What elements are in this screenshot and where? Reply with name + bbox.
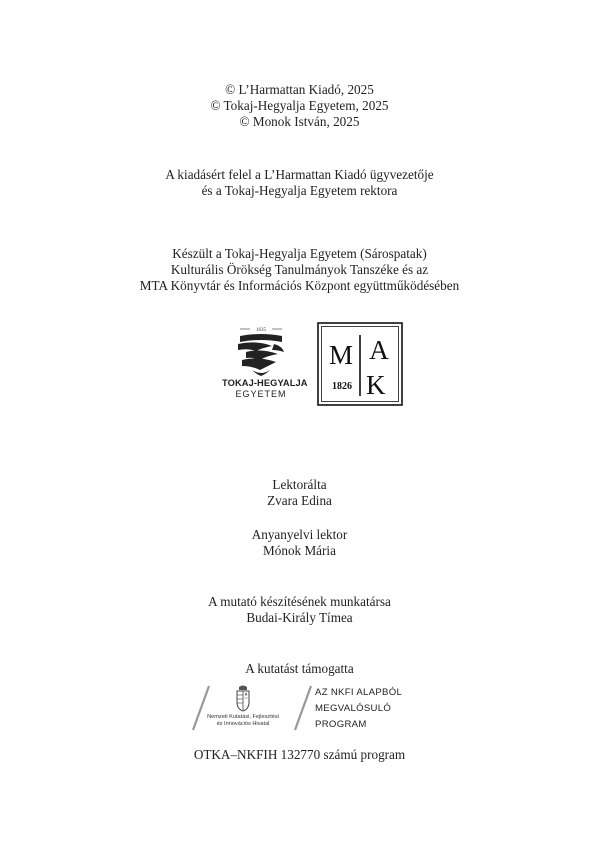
nkfi-program-line-2: MEGVALÓSULÓ (315, 703, 392, 714)
university-year: 1635 (256, 328, 266, 333)
prepared-line-3: MTA Könyvtár és Információs Központ együttműködésében (139, 278, 460, 293)
university-emblem-icon (226, 324, 296, 380)
reviewer-label: Lektorálta (272, 477, 327, 492)
nkfi-program-line-3: PROGRAM (315, 719, 367, 730)
mta-emblem-icon (317, 322, 403, 406)
nkfi-program-line-1: AZ NKFI ALAPBÓL (315, 687, 403, 698)
program-id: OTKA–NKFIH 132770 számú program (193, 747, 406, 762)
university-name-line-2: EGYETEM (235, 389, 287, 399)
copyright-author: © Monok István, 2025 (239, 114, 360, 129)
copyright-university: © Tokaj-Hegyalja Egyetem, 2025 (210, 98, 389, 113)
university-name-line-1: TOKAJ-HEGYALJA (222, 378, 308, 388)
nkfi-program-text (315, 685, 402, 733)
nkfi-office-line-1: Nemzeti Kutatási, Fejlesztési (207, 714, 279, 720)
prepared-line-1: Készült a Tokaj-Hegyalja Egyetem (Sárospatak) (172, 246, 427, 261)
partner-logos (0, 320, 599, 410)
copyright-block (0, 82, 599, 130)
program-id-block (0, 747, 599, 763)
support-block (0, 661, 599, 677)
index-contributor-name: Budai-Király Tímea (246, 610, 353, 625)
nkfi-logo (185, 684, 435, 734)
svg-text:M: M (328, 340, 354, 370)
svg-text:K: K (366, 370, 386, 400)
mta-year: 1826 (332, 381, 352, 392)
language-lector-label: Anyanyelvi lektor (251, 527, 348, 542)
mta-logo (317, 322, 403, 406)
prepared-statement (0, 246, 599, 294)
nkfi-office-name (191, 714, 295, 728)
reviewer-name: Zvara Edina (267, 493, 332, 508)
prepared-line-2: Kulturális Örökség Tanulmányok Tanszéke és az (170, 262, 429, 277)
publisher-responsibility (0, 167, 599, 199)
svg-text:A: A (369, 335, 389, 365)
language-lector-block (0, 527, 599, 559)
publisher-resp-line-1: A kiadásért felel a L’Harmattan Kiadó ügyvezetője (165, 167, 434, 182)
nkfi-office-line-2: és Innovációs Hivatal (216, 721, 270, 727)
support-label: A kutatást támogatta (245, 661, 354, 676)
publisher-resp-line-2: és a Tokaj-Hegyalja Egyetem rektora (201, 183, 398, 198)
university-wordmark (222, 378, 308, 400)
copyright-publisher: © L’Harmattan Kiadó, 2025 (225, 82, 374, 97)
language-lector-name: Mónok Mária (263, 543, 336, 558)
index-contributor-label: A mutató készítésének munkatársa (208, 594, 391, 609)
reviewer-block (0, 477, 599, 509)
index-contributor-block (0, 594, 599, 626)
